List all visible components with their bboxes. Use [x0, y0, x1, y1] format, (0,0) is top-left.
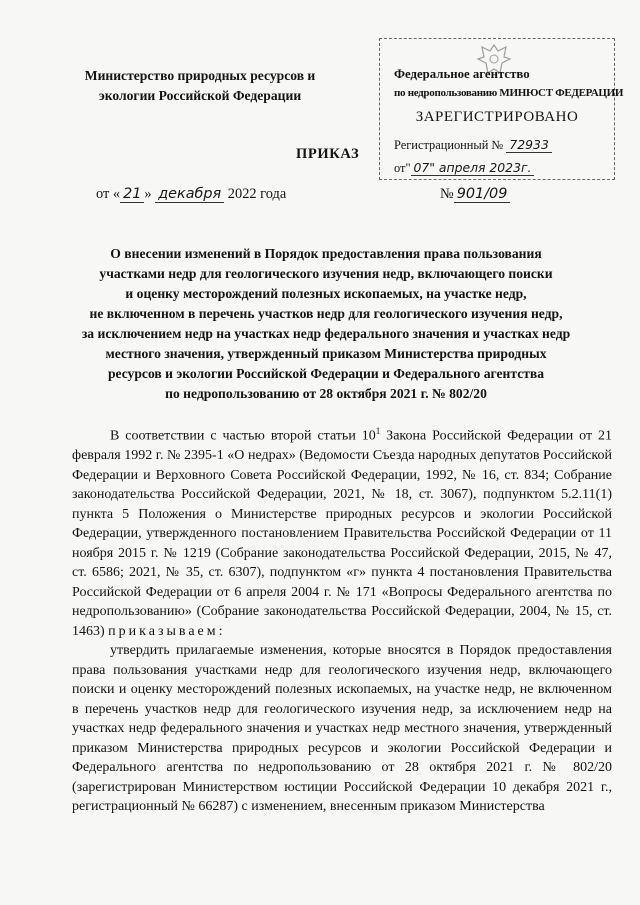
stamp-registration-number: [394, 137, 552, 153]
stamp-date-handwritten: 07" апреля 2023г.: [411, 160, 535, 176]
preamble-paragraph: [72, 422, 612, 641]
stamp-ministry-line: по недропользованию МИНЮСТ ФЕДЕРАЦИИ: [394, 87, 624, 99]
title-line: участками недр для геологического изучения недр, включающего поиски: [99, 266, 553, 281]
number-prefix: №: [440, 186, 454, 202]
date-prefix: от «: [96, 186, 121, 202]
order-paragraph: утвердить прилагаемые изменения, которые вносятся в Порядок предоставления права пользования участками недр для геологического изучения недр, включающего поиски и оценку месторождений полезных ископаемых, на участке недр, не включенном в перечень участков недр для геологического изучения недр, за исключением недр на участках недр федерального значения и участках недр местного значения, утвержденный приказом Министерства природных ресурсов и экологии Российской Федерации и Федерального агентства по недропользованию от 28 октября 2021 г. № 802/20 (зарегистрирован Министерством юстиции Российской Федерации 10 декабря 2021 г., регистрационный № 66287) с изменением, внесенным приказом Министерства: [72, 643, 612, 815]
title-line: не включенном в перечень участков недр для геологического изучения недр,: [89, 306, 563, 321]
number-handwritten: 901/09: [454, 186, 511, 203]
ministry-line-2: экологии Российской Федерации: [98, 88, 302, 103]
document-title: [46, 244, 606, 404]
title-line: ресурсов и экологии Российской Федерации и Федерального агентства: [107, 366, 545, 381]
stamp-reg-label: Регистрационный №: [394, 138, 504, 152]
date-mid: »: [144, 186, 156, 202]
title-line: по недропользованию от 28 октября 2021 г. № 802/20: [165, 386, 487, 401]
stamp-date-prefix: от": [394, 161, 411, 175]
title-line: местного значения, утвержденный приказом Министерства природных: [105, 346, 547, 361]
stamp-reg-number-handwritten: 72933: [506, 137, 551, 153]
title-line: и оценку месторождений полезных ископаемых, на участке недр,: [125, 286, 527, 301]
date-month-handwritten: декабря: [155, 186, 224, 203]
title-line: О внесении изменений в Порядок предоставления права пользования: [110, 246, 542, 261]
document-body: [72, 422, 612, 817]
stamp-agency-line: Федеральное агентство: [394, 67, 530, 81]
date-day-handwritten: 21: [120, 186, 144, 203]
stamp-registered-label: ЗАРЕГИСТРИРОВАНО: [415, 109, 579, 125]
order-number: [440, 186, 510, 203]
title-line: за исключением недр на участках недр федерального значения и участках недр: [81, 326, 571, 341]
ministry-name: [74, 66, 326, 106]
ministry-line-1: Министерство природных ресурсов и: [84, 68, 316, 83]
stamp-registration-date: [394, 160, 534, 176]
preamble-text-start: В соответствии с частью второй статьи 10: [110, 428, 376, 444]
document-type-heading: ПРИКАЗ: [296, 146, 360, 162]
preamble-text-main: Закона Российской Федерации от 21 февраля 1992 г. № 2395-1 «О недрах» (Ведомости Съезда народных депутатов Российской Федерации и Верховного Совета Российской Федерации, 1992, № 16, ст. 834; Собрание законодательства Российской Федерации, 2021, № 18, ст. 3067), подпунктом 5.2.11(1) пункта 5 Положения о Министерстве природных ресурсов и экологии Российской Федерации, утвержденного постановлением Правительства Российской Федерации от 11 ноября 2015 г. № 1219 (Собрание законодательства Российской Федерации, 2015, № 47, ст. 6586; 2021, № 35, ст. 6307), подпунктом «г» пункта 4 постановления Правительства Российской Федерации от 6 апреля 2004 г. № 171 «Вопросы Федерального агентства по недропользованию» (Собрание законодательства Российской Федерации, 2004, № 15, ст. 1463): [72, 428, 613, 639]
article-superscript: 1: [375, 426, 381, 436]
registration-stamp: [379, 38, 624, 180]
order-directive-word: приказываем:: [108, 623, 226, 639]
order-date: [96, 186, 286, 203]
date-year: 2022 года: [227, 186, 287, 202]
